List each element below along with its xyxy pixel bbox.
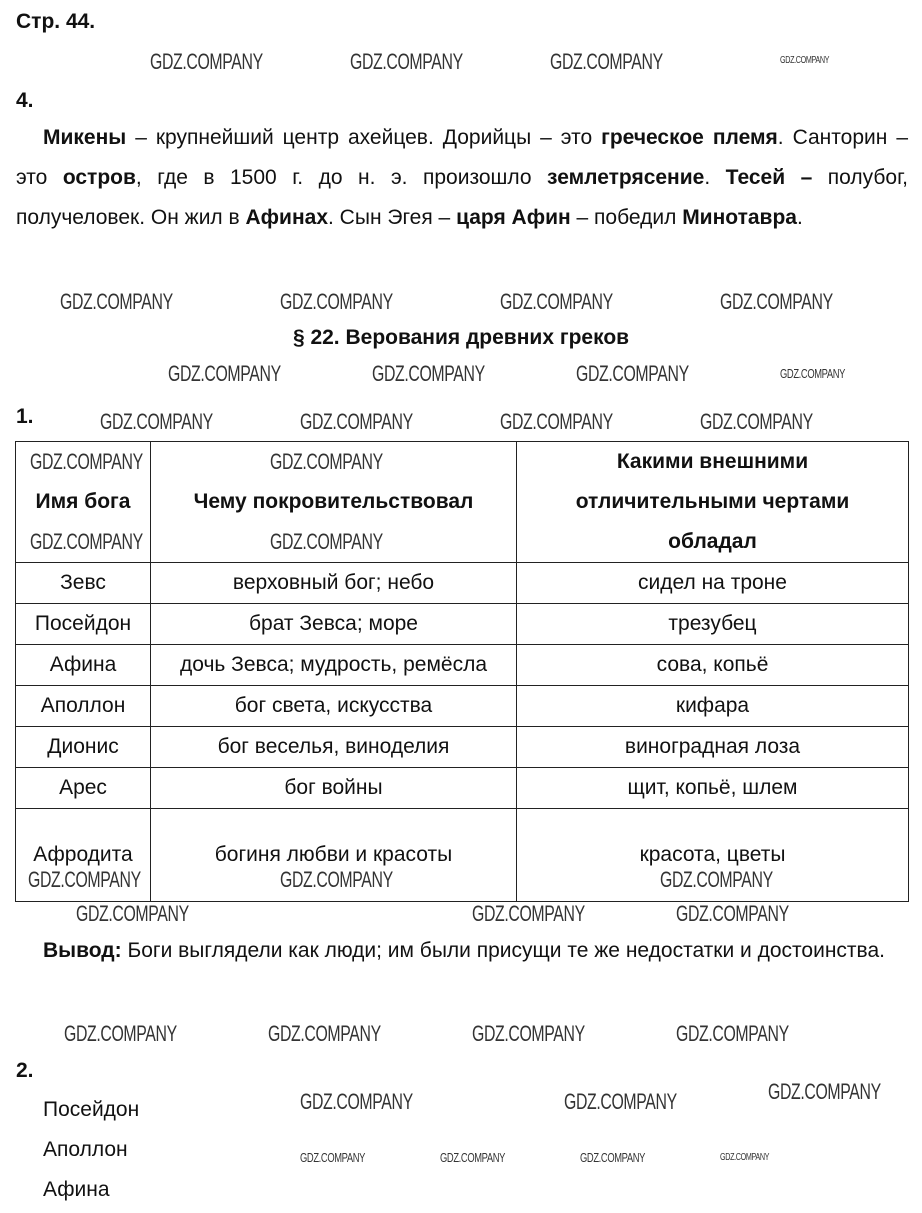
watermark: GDZ.COMPANY — [268, 1021, 381, 1046]
features-cell: красота, цветы — [517, 809, 909, 902]
watermark: GDZ.COMPANY — [720, 1152, 770, 1163]
watermark: GDZ.COMPANY — [150, 49, 263, 74]
patronage-cell: богиня любви и красоты — [151, 809, 517, 902]
bold-term: Минотавра — [682, 206, 797, 229]
watermark: GDZ.COMPANY — [168, 361, 281, 386]
table-row — [16, 563, 909, 604]
table-row — [16, 809, 909, 902]
watermark: GDZ.COMPANY — [300, 1150, 366, 1165]
patronage-cell: дочь Зевса; мудрость, ремёсла — [151, 645, 517, 686]
watermark: GDZ.COMPANY — [100, 409, 213, 434]
watermark: GDZ.COMPANY — [30, 529, 143, 554]
patronage-cell: бог света, искусства — [151, 686, 517, 727]
god-name-cell: Афродита — [16, 809, 151, 902]
patronage-cell: бог войны — [151, 768, 517, 809]
watermark: GDZ.COMPANY — [270, 529, 383, 554]
watermark: GDZ.COMPANY — [64, 1021, 177, 1046]
text-fragment: . — [704, 166, 726, 189]
watermark: GDZ.COMPANY — [270, 449, 383, 474]
god-name-cell: Арес — [16, 768, 151, 809]
table-header-row — [16, 442, 909, 563]
bold-term: остров — [62, 166, 136, 189]
watermark: GDZ.COMPANY — [550, 49, 663, 74]
conclusion-text: Боги выглядели как люди; им были присущи те же недостатки и достоинства. — [121, 939, 885, 962]
watermark: GDZ.COMPANY — [350, 49, 463, 74]
text-fragment: , где в 1500 г. до н. э. произошло — [135, 166, 548, 189]
features-cell: сидел на троне — [517, 563, 909, 604]
section-title: § 22. Верования древних греков — [292, 326, 630, 349]
text-fragment: полубог, получеловек. Он жил в — [16, 166, 909, 229]
watermark: GDZ.COMPANY — [30, 449, 143, 474]
task-2-item: Аполлон — [43, 1138, 128, 1161]
table-row — [16, 768, 909, 809]
god-name-cell: Аполлон — [16, 686, 151, 727]
task-4-number: 4. — [16, 89, 34, 112]
watermark: GDZ.COMPANY — [300, 409, 413, 434]
watermark: GDZ.COMPANY — [700, 409, 813, 434]
watermark: GDZ.COMPANY — [300, 1089, 413, 1114]
header-patronage: Чему покровительствовал — [151, 442, 517, 563]
text-fragment: – победил — [570, 206, 683, 229]
patronage-cell: верховный бог; небо — [151, 563, 517, 604]
watermark: GDZ.COMPANY — [472, 1021, 585, 1046]
text-fragment: . — [796, 206, 803, 229]
features-cell: щит, копьё, шлем — [517, 768, 909, 809]
god-name-cell: Афина — [16, 645, 151, 686]
watermark: GDZ.COMPANY — [580, 1150, 646, 1165]
bold-term: греческое племя — [601, 126, 778, 149]
watermark: GDZ.COMPANY — [472, 901, 585, 926]
table-row — [16, 645, 909, 686]
conclusion-label: Вывод: — [43, 939, 122, 962]
watermark: GDZ.COMPANY — [676, 901, 789, 926]
header-god-name: Имя бога — [16, 442, 151, 563]
watermark: GDZ.COMPANY — [60, 289, 173, 314]
watermark: GDZ.COMPANY — [28, 867, 141, 892]
bold-term: землетрясение — [547, 166, 705, 189]
table-row — [16, 604, 909, 645]
table-row — [16, 686, 909, 727]
patronage-cell: бог веселья, виноделия — [151, 727, 517, 768]
god-name-cell: Дионис — [16, 727, 151, 768]
task-2-item: Посейдон — [43, 1098, 140, 1121]
task-2-number: 2. — [16, 1059, 34, 1082]
task-2-item: Афина — [43, 1178, 110, 1201]
watermark: GDZ.COMPANY — [768, 1079, 881, 1104]
god-name-cell: Посейдон — [16, 604, 151, 645]
text-fragment: . Сын Эгея – — [328, 206, 457, 229]
features-cell: сова, копьё — [517, 645, 909, 686]
watermark: GDZ.COMPANY — [780, 55, 830, 66]
table-row — [16, 727, 909, 768]
header-features: Какими внешними отличительными чертами обладал — [517, 442, 909, 563]
task-1-number: 1. — [16, 405, 34, 428]
watermark: GDZ.COMPANY — [676, 1021, 789, 1046]
text-fragment: . Санторин – это — [16, 126, 908, 189]
features-cell: кифара — [517, 686, 909, 727]
patronage-cell: брат Зевса; море — [151, 604, 517, 645]
watermark: GDZ.COMPANY — [660, 867, 773, 892]
watermark: GDZ.COMPANY — [440, 1150, 506, 1165]
bold-term: царя Афин — [456, 206, 571, 229]
bold-term: Афинах — [245, 206, 329, 229]
watermark: GDZ.COMPANY — [500, 289, 613, 314]
watermark: GDZ.COMPANY — [500, 409, 613, 434]
watermark: GDZ.COMPANY — [720, 289, 833, 314]
page-label: Стр. 44. — [16, 10, 96, 33]
watermark: GDZ.COMPANY — [76, 901, 189, 926]
watermark: GDZ.COMPANY — [780, 366, 846, 381]
watermark: GDZ.COMPANY — [564, 1089, 677, 1114]
bold-term: Тесей – — [725, 166, 813, 189]
god-name-cell: Зевс — [16, 563, 151, 604]
gods-table — [15, 441, 909, 902]
features-cell: трезубец — [517, 604, 909, 645]
bold-term: Микены — [43, 126, 127, 149]
watermark: GDZ.COMPANY — [280, 867, 393, 892]
watermark: GDZ.COMPANY — [576, 361, 689, 386]
task-4-paragraph — [16, 118, 908, 238]
features-cell: виноградная лоза — [517, 727, 909, 768]
watermark: GDZ.COMPANY — [372, 361, 485, 386]
text-fragment: – крупнейший центр ахейцев. Дорийцы – это — [126, 126, 602, 149]
watermark: GDZ.COMPANY — [280, 289, 393, 314]
conclusion — [16, 931, 908, 971]
